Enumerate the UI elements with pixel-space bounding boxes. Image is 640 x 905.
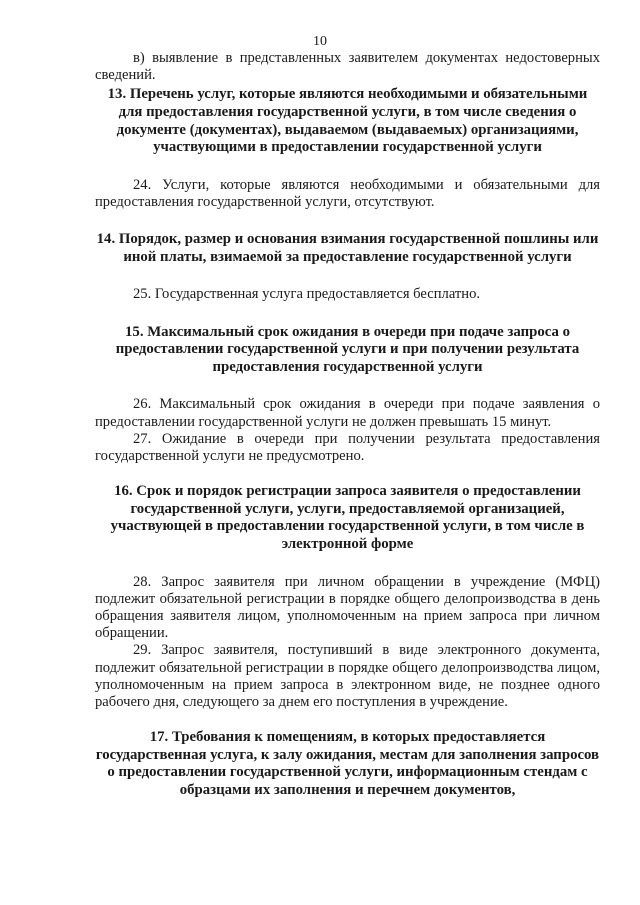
paragraph-24: 24. Услуги, которые являются необходимыми и обязательными для предоставления государственной услуги, отсутствуют. (95, 176, 600, 210)
paragraph-29: 29. Запрос заявителя, поступивший в виде электронного документа, подлежит обязательной регистрации в порядке общего делопроизводства лицом, уполномоченным на прием запроса в электронном виде, не позднее одного рабочего дня, следующего за днем его поступления в учреждение. (95, 642, 600, 710)
section-heading-16: 16. Срок и порядок регистрации запроса заявителя о предоставлении государственной услуги, услуги, предоставляемой организацией, участвующей в предоставлении государственной услуги, в том числе в электронной форме (110, 483, 585, 552)
section-heading-13: 13. Перечень услуг, которые являются необходимыми и обязательными для предоставления государственной услуги, в том числе сведения о документе (документах), выдаваемом (выдаваемых) организациями, участвующими в предоставлении государственной услуги (107, 86, 588, 156)
section-heading-17: 17. Требования к помещениям, в которых предоставляется государственная услуга, к залу ожидания, местам для заполнения запросов о предоставлении государственной услуги, информационным стендам с образцами их заполнения и перечнем документов, (95, 729, 600, 798)
section-heading-14: 14. Порядок, размер и основания взимания государственной пошлины или иной платы, взимаемой за предоставление государственной услуги (96, 231, 599, 265)
document-body (95, 50, 600, 800)
page-number: 10 (313, 34, 327, 49)
paragraph-27: 27. Ожидание в очереди при получении результата предоставления государственной услуги не предусмотрено. (95, 430, 600, 464)
paragraph-25: 25. Государственная услуга предоставляется бесплатно. (133, 286, 481, 303)
paragraph-26: 26. Максимальный срок ожидания в очереди при подаче заявления о предоставлении государственной услуги не должен превышать 15 минут. (95, 396, 600, 430)
paragraph-28: 28. Запрос заявителя при личном обращении в учреждение (МФЦ) подлежит обязательной регистрации в порядке общего делопроизводства в день обращения заявителя лицом, уполномоченным на прием запроса при личном обращении. (95, 573, 600, 642)
section-heading-15: 15. Максимальный срок ожидания в очереди при подаче запроса о предоставлении государственной услуги и при получении результата предоставления государственной услуги (115, 323, 580, 375)
paragraph-v: в) выявление в представленных заявителем документах недостоверных сведений. (95, 50, 600, 84)
